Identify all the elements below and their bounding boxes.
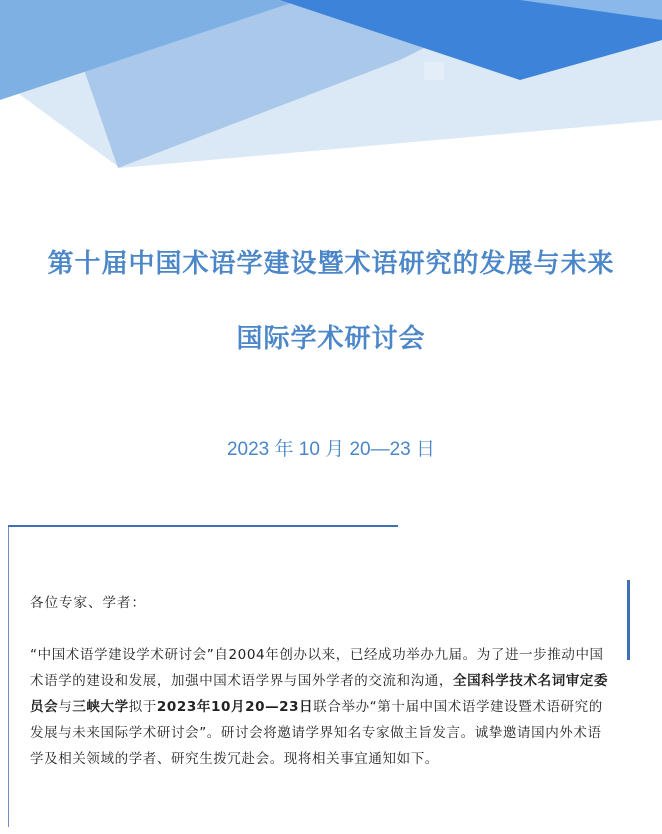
frame-left-line xyxy=(8,527,9,827)
frame-right-bar xyxy=(627,580,630,660)
paragraph-part: 联合举办“第十届中国术语学建设暨术语研究的发展与未来国际学术研讨会”。研讨会将邀请学界知名专家做主旨发言。诚挚邀请国内外术语学及相关领域的学者、研究生拨冗赴会。现将相关事宜通知如下。 xyxy=(30,699,603,767)
letter-greeting: 各位专家、学者： xyxy=(30,595,146,611)
section-divider xyxy=(8,525,398,527)
event-date: 2023 年 10 月 20—23 日 xyxy=(226,439,436,460)
paragraph-part: 与 xyxy=(58,699,73,715)
paragraph-part: “中国术语学建设学术研讨会”自2004年创办以来，已经成功举办九届。为了进一步推动中国术语学的建设和发展，加强中国术语学界与国外学者的交流和沟通， xyxy=(30,647,604,689)
header-decoration xyxy=(0,0,662,180)
header-square xyxy=(424,62,444,80)
letter-paragraph xyxy=(30,642,612,772)
university-name: 三峡大学 xyxy=(72,699,129,715)
document-title-line1: 第十届中国术语学建设暨术语研究的发展与未来 xyxy=(47,249,615,279)
document-title-line2: 国际学术研讨会 xyxy=(236,324,426,354)
paragraph-part: 拟于 xyxy=(128,699,157,715)
organizer-name: 全国科学技术名词审定委员会 xyxy=(30,673,609,715)
event-date-bold: 2023年10月20—23日 xyxy=(156,699,314,715)
